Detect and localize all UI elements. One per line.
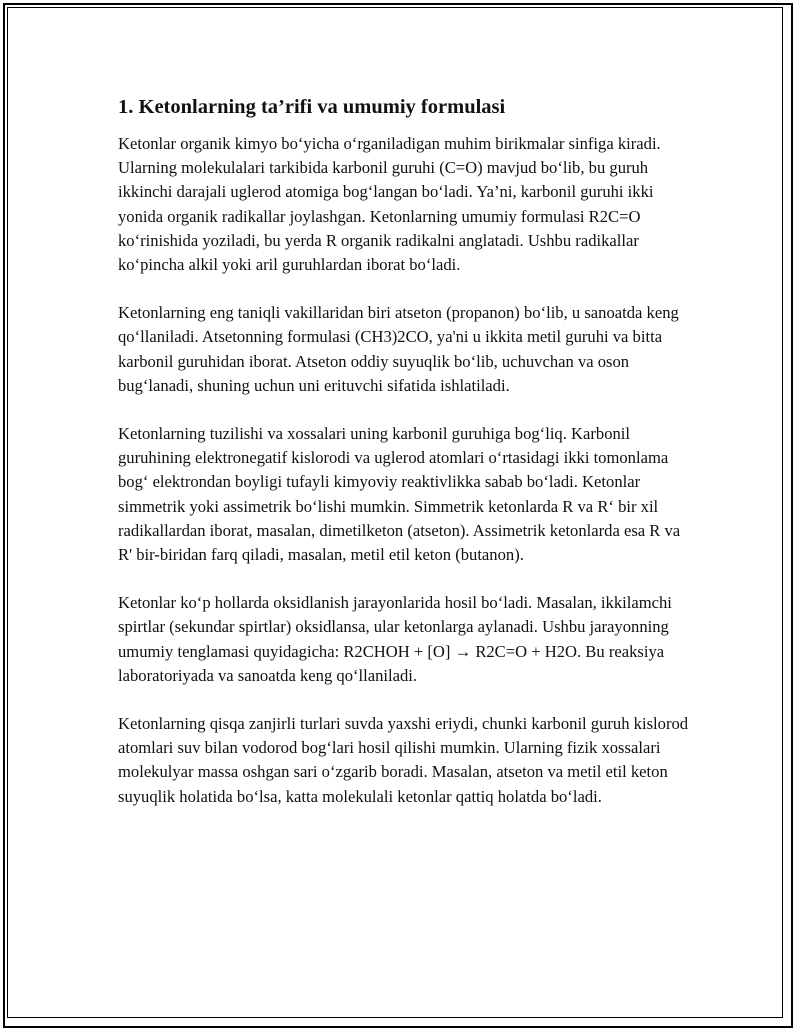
paragraph-solubility: Ketonlarning qisqa zanjirli turlari suvda yaxshi eriydi, chunki karbonil guruh kislorod atomlari suv bilan vodorod bog‘lari hosil qilishi mumkin. Ularning fizik xossalari molekulyar massa oshgan sari o‘zgarib boradi. Masalan, atseton va metil etil keton suyuqlik holatida bo‘lsa, katta molekulali ketonlar qattiq holatda bo‘ladi. — [118, 714, 689, 806]
paragraph-oxidation: Ketonlar ko‘p hollarda oksidlanish jarayonlarida hosil bo‘ladi. Masalan, ikkilamchi spirtlar (sekundar spirtlar) oksidlansa, ular ketonlarga aylanadi. Ushbu jarayonning umumiy tenglamasi quyidagicha: R2CHOH + [O] → R2C=O + H2O. Bu reaksiya laboratoriyada va sanoatda keng qo‘llaniladi. — [118, 593, 672, 685]
paragraph-structure: Ketonlarning tuzilishi va xossalari uning karbonil guruhiga bog‘liq. Karbonil guruhining elektronegatif kislorodi va uglerod atomlari o‘rtasidagi ikki tomonlama bog‘ elektrondan boyligi tufayli kimyoviy reaktivlikka sabab bo‘ladi. Ketonlar simmetrik yoki assimetrik bo‘lishi mumkin. Simmetrik ketonlarda R va R‘ bir xil radikallardan iborat, masalan, dimetilketon (atseton). Assimetrik ketonlarda esa R va R' bir-biridan farq qiladi, masalan, metil etil keton (butanon). — [118, 424, 681, 565]
document-body — [118, 94, 698, 833]
paragraph-definition: Ketonlar organik kimyo bo‘yicha o‘rganiladigan muhim birikmalar sinfiga kiradi. Ularning molekulalari tarkibida karbonil guruhi (C=O) mavjud bo‘lib, bu guruh ikkinchi darajali uglerod atomiga bog‘langan bo‘ladi. Ya’ni, karbonil guruhi ikki yonida organik radikallar joylashgan. Ketonlarning umumiy formulasi R2C=O ko‘rinishida yoziladi, bu yerda R organik radikalni anglatadi. Ushbu radikallar ko‘pincha alkil yoki aril guruhlardan iborat bo‘ladi. — [118, 134, 661, 275]
section-heading: 1. Ketonlarning ta’rifi va umumiy formulasi — [118, 96, 506, 118]
paragraph-acetone: Ketonlarning eng taniqli vakillaridan biri atseton (propanon) bo‘lib, u sanoatda keng qo‘llaniladi. Atsetonning formulasi (CH3)2CO, ya'ni u ikkita metil guruhi va bitta karbonil guruhidan iborat. Atseton oddiy suyuqlik bo‘lib, uchuvchan va oson bug‘lanadi, shuning uchun uni erituvchi sifatida ishlatiladi. — [118, 303, 679, 395]
